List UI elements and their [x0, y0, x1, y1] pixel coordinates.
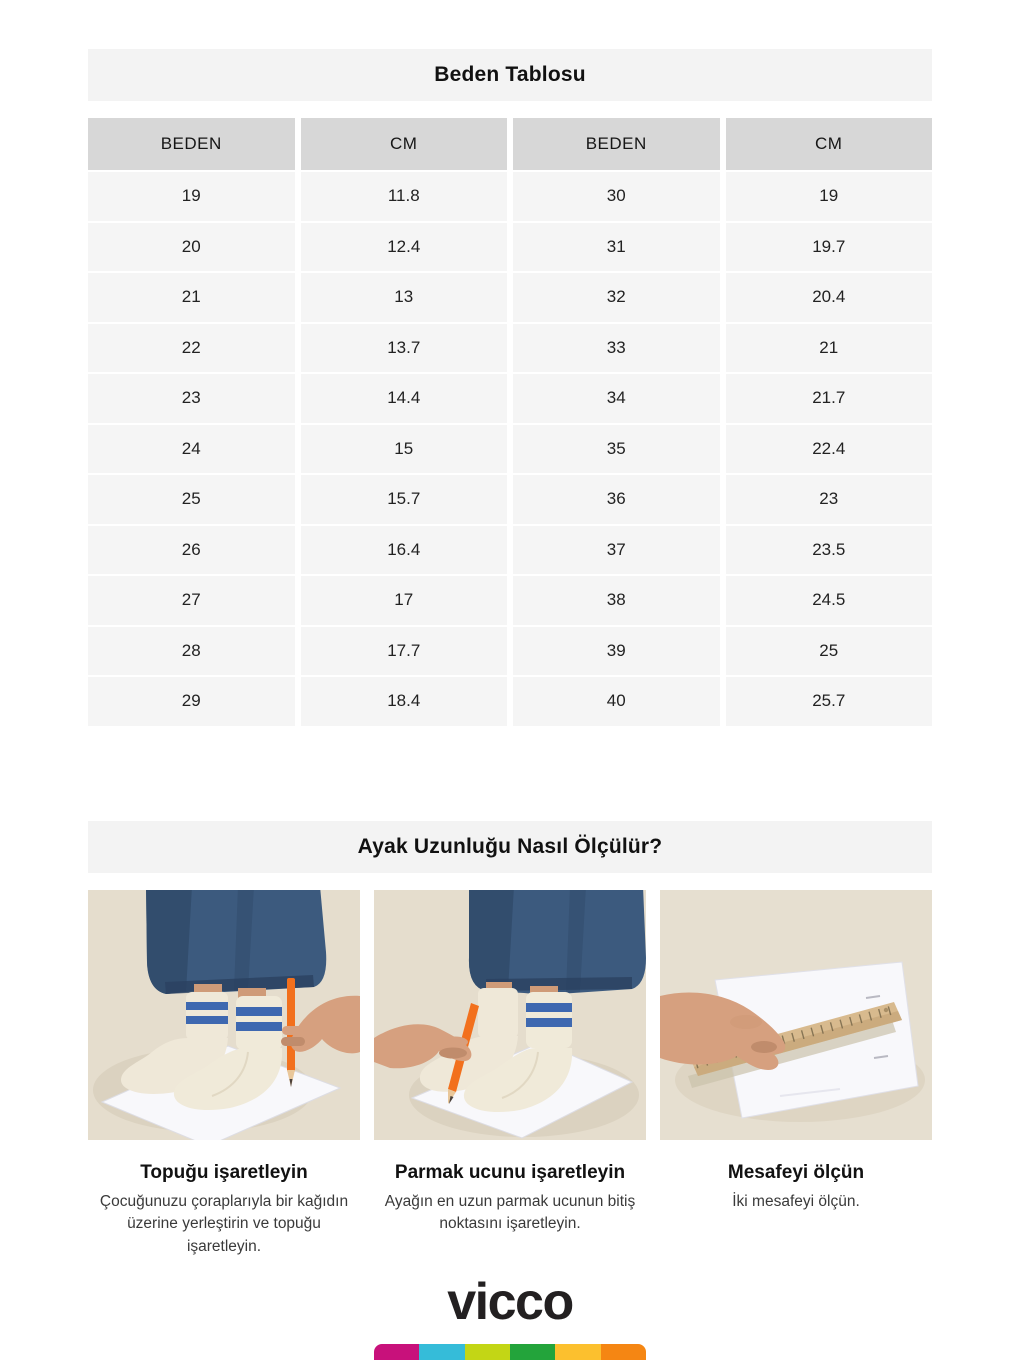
table-cell: 21 [88, 273, 295, 322]
measure-distance-photo [660, 890, 932, 1140]
table-cell: 12.4 [301, 223, 508, 272]
table-cell: 23 [726, 475, 933, 524]
table-cell: 27 [88, 576, 295, 625]
table-cell: 21.7 [726, 374, 933, 423]
table-header-cell: CM [301, 118, 508, 170]
table-cell: 28 [88, 627, 295, 676]
table-cell: 32 [513, 273, 720, 322]
table-cell: 17 [301, 576, 508, 625]
size-table-title: Beden Tablosu [434, 63, 586, 86]
measure-step-toe [374, 890, 646, 1258]
table-cell: 20.4 [726, 273, 933, 322]
mark-toe-photo [374, 890, 646, 1140]
table-cell: 25.7 [726, 677, 933, 726]
table-cell: 11.8 [301, 172, 508, 221]
rainbow-bar [374, 1344, 646, 1360]
table-cell: 22.4 [726, 425, 933, 474]
size-table [88, 118, 932, 776]
table-cell: 36 [513, 475, 720, 524]
table-cell: 14.4 [301, 374, 508, 423]
rainbow-segment [601, 1344, 646, 1360]
table-cell: 15.7 [301, 475, 508, 524]
table-cell: 13.7 [301, 324, 508, 373]
table-cell: 23 [88, 374, 295, 423]
table-cell: 29 [88, 677, 295, 726]
table-cell: 35 [513, 425, 720, 474]
step-title: Parmak ucunu işaretleyin [394, 1162, 626, 1183]
table-cell: 38 [513, 576, 720, 625]
size-table-title-bar [88, 49, 932, 101]
table-cell: 25 [88, 475, 295, 524]
step-title: Topuğu işaretleyin [140, 1162, 308, 1183]
table-cell: 18.4 [301, 677, 508, 726]
table-cell: 34 [513, 374, 720, 423]
rainbow-segment [419, 1344, 464, 1360]
table-cell: 19 [726, 172, 933, 221]
table-cell: 30 [513, 172, 720, 221]
table-cell: 19 [88, 172, 295, 221]
table-cell: 13 [301, 273, 508, 322]
mark-heel-photo [88, 890, 360, 1140]
step-description: Çocuğunuzu çoraplarıyla bir kağıdın üzerine yerleştirin ve topuğu işaretleyin. [99, 1193, 349, 1255]
table-cell: 37 [513, 526, 720, 575]
rainbow-segment [465, 1344, 510, 1360]
table-cell: 39 [513, 627, 720, 676]
measure-step-distance [660, 890, 932, 1258]
table-cell: 40 [513, 677, 720, 726]
table-header-cell: BEDEN [513, 118, 720, 170]
measure-section-title: Ayak Uzunluğu Nasıl Ölçülür? [357, 835, 663, 858]
vicco-logo: vicco [447, 1273, 573, 1331]
step-title: Mesafeyi ölçün [727, 1162, 865, 1183]
measure-step-heel [88, 890, 360, 1258]
table-cell: 25 [726, 627, 933, 676]
table-cell: 16.4 [301, 526, 508, 575]
table-cell: 24 [88, 425, 295, 474]
step-description: İki mesafeyi ölçün. [732, 1193, 860, 1210]
table-cell: 17.7 [301, 627, 508, 676]
table-cell: 20 [88, 223, 295, 272]
table-cell: 15 [301, 425, 508, 474]
table-header-cell: BEDEN [88, 118, 295, 170]
rainbow-segment [374, 1344, 419, 1360]
measure-steps [88, 890, 932, 1258]
table-cell: 24.5 [726, 576, 933, 625]
rainbow-segment [510, 1344, 555, 1360]
table-cell: 23.5 [726, 526, 933, 575]
table-cell: 33 [513, 324, 720, 373]
table-cell: 31 [513, 223, 720, 272]
table-cell: 22 [88, 324, 295, 373]
step-description: Ayağın en uzun parmak ucunun bitiş noktasını işaretleyin. [384, 1193, 636, 1233]
table-cell: 21 [726, 324, 933, 373]
rainbow-segment [555, 1344, 600, 1360]
table-cell: 26 [88, 526, 295, 575]
table-cell: 19.7 [726, 223, 933, 272]
table-header-cell: CM [726, 118, 933, 170]
measure-section-title-bar [88, 821, 932, 873]
